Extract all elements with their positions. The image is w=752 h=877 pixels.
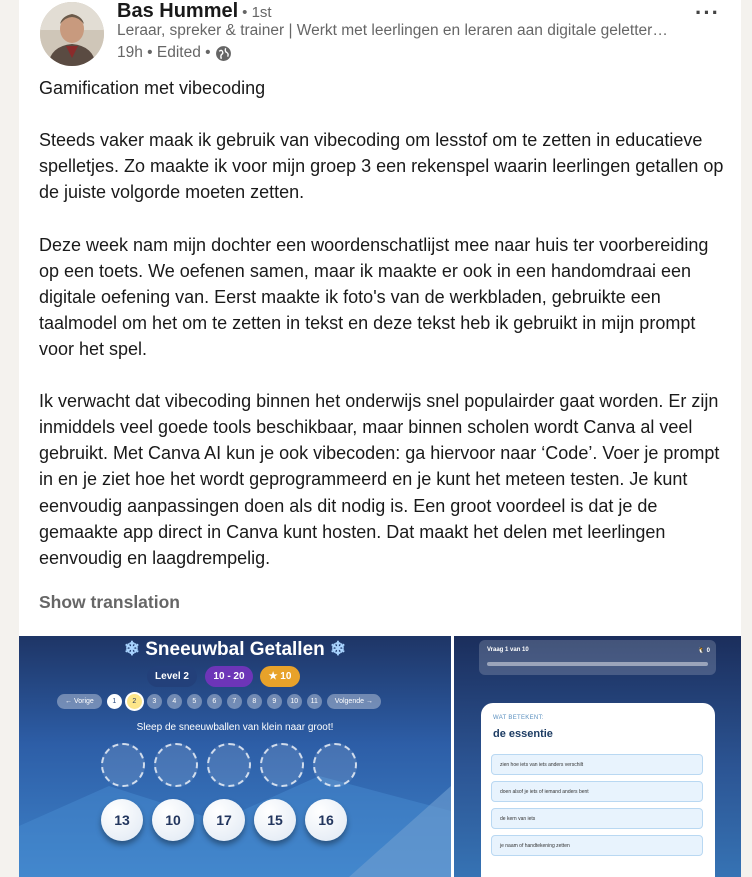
snowball[interactable]: 15 bbox=[254, 799, 296, 841]
snowflake-icon: ❄ bbox=[124, 639, 140, 660]
game-title-text: Sneeuwbal Getallen bbox=[145, 639, 325, 660]
level-step[interactable]: 9 bbox=[267, 694, 282, 709]
snowball[interactable]: 16 bbox=[305, 799, 347, 841]
level-step[interactable]: 11 bbox=[307, 694, 322, 709]
range-pill: 10 - 20 bbox=[205, 666, 253, 687]
feed-post-card bbox=[19, 0, 741, 877]
drop-slot[interactable] bbox=[207, 743, 251, 787]
snowflake-icon: ❄ bbox=[330, 639, 346, 660]
quiz-score: 🐧 0 bbox=[697, 648, 710, 654]
post-body bbox=[39, 75, 729, 597]
quiz-progress-bar bbox=[479, 640, 716, 675]
post-paragraph: Gamification met vibecoding bbox=[39, 78, 266, 98]
author-name[interactable] bbox=[117, 0, 272, 23]
drop-slot[interactable] bbox=[154, 743, 198, 787]
drop-slot[interactable] bbox=[101, 743, 145, 787]
quiz-word: de essentie bbox=[493, 728, 553, 740]
level-step[interactable]: 8 bbox=[247, 694, 262, 709]
drop-slot[interactable] bbox=[260, 743, 304, 787]
author-name-text[interactable]: Bas Hummel bbox=[117, 0, 239, 22]
quiz-progress-track bbox=[487, 662, 708, 666]
level-step[interactable]: 10 bbox=[287, 694, 302, 709]
post-paragraph: Ik verwacht dat vibecoding binnen het onderwijs snel populairder gaat worden. Er zijn inmiddels veel goede tools beschikbaar, maar binnen scholen wordt Canva al veel gebruikt. Met Canva AI kun je ook vibecoden: ga hiervoor naar ‘Code’. Voer je prompt in en je ziet hoe het wordt geprogrammeerd en je kunt het meteen testen. Je kunt eenvoudig aanpassingen doen als dit nodig is. Een groot voordeel is dat je de gemaakte app direct in Canva kunt hosten. Dat maakt het delen met leerlingen eenvoudig en laagdrempelig. bbox=[39, 391, 720, 568]
quiz-option[interactable]: zien hoe iets van iets anders verschilt bbox=[491, 754, 703, 775]
quiz-option[interactable]: doen alsof je iets of iemand anders bent bbox=[491, 781, 703, 802]
quiz-subtitle: WAT BETEKENT: bbox=[493, 715, 544, 721]
post-media[interactable] bbox=[19, 636, 741, 877]
snowball[interactable]: 17 bbox=[203, 799, 245, 841]
show-translation-link[interactable]: Show translation bbox=[39, 592, 180, 612]
snowball[interactable]: 13 bbox=[101, 799, 143, 841]
snowballs bbox=[101, 799, 347, 841]
level-step[interactable]: 3 bbox=[147, 694, 162, 709]
level-pill: Level 2 bbox=[147, 666, 197, 687]
game-instruction: Sleep de sneeuwballen van klein naar groot! bbox=[136, 722, 334, 733]
snowball[interactable]: 10 bbox=[152, 799, 194, 841]
quiz-option[interactable]: de kern van iets bbox=[491, 808, 703, 829]
author-headline: Leraar, spreker & trainer | Werkt met leerlingen en leraren aan digitale geletter… bbox=[117, 22, 668, 39]
post-paragraph: Steeds vaker maak ik gebruik van vibecoding om lesstof om te zetten in educatieve spelletjes. Zo maakte ik voor mijn groep 3 een rekenspel waarin leerlingen getallen op de juiste volgorde moeten zetten. bbox=[39, 130, 724, 203]
level-step[interactable]: 4 bbox=[167, 694, 182, 709]
level-step[interactable]: 5 bbox=[187, 694, 202, 709]
drop-slots bbox=[101, 743, 357, 787]
level-navigation bbox=[57, 694, 381, 709]
media-image-number-game[interactable] bbox=[19, 636, 451, 877]
post-time: 19h • Edited • bbox=[117, 44, 211, 61]
avatar-image bbox=[40, 2, 104, 66]
quiz-question-counter: Vraag 1 van 10 bbox=[487, 647, 529, 653]
level-step[interactable]: 1 bbox=[107, 694, 122, 709]
stars-pill: ★ 10 bbox=[260, 666, 300, 687]
level-step[interactable]: 7 bbox=[227, 694, 242, 709]
author-avatar[interactable] bbox=[40, 2, 104, 66]
globe-icon bbox=[215, 45, 232, 62]
more-options-button[interactable]: ··· bbox=[695, 0, 720, 25]
drop-slot[interactable] bbox=[313, 743, 357, 787]
previous-button[interactable]: ← Vorige bbox=[57, 694, 102, 709]
level-step-current[interactable]: 2 bbox=[127, 694, 142, 709]
game-title bbox=[19, 638, 451, 661]
media-image-vocabulary-quiz[interactable] bbox=[454, 636, 741, 877]
connection-degree: • 1st bbox=[242, 4, 272, 21]
level-step[interactable]: 6 bbox=[207, 694, 222, 709]
post-paragraph: Deze week nam mijn dochter een woordenschatlijst mee naar huis ter voorbereiding op een toets. We oefenen samen, maar ik maakte er ook in een handomdraai een digitale oefening van. Eerst maakte ik foto's van de werkbladen, gebruikte een taalmodel om het om te zetten in tekst en deze tekst heb ik gebruikt in mijn prompt voor het spel. bbox=[39, 234, 709, 359]
quiz-card bbox=[481, 703, 715, 877]
next-button[interactable]: Volgende → bbox=[327, 694, 381, 709]
quiz-option[interactable]: je naam of handtekening zetten bbox=[491, 835, 703, 856]
post-meta bbox=[117, 44, 232, 62]
